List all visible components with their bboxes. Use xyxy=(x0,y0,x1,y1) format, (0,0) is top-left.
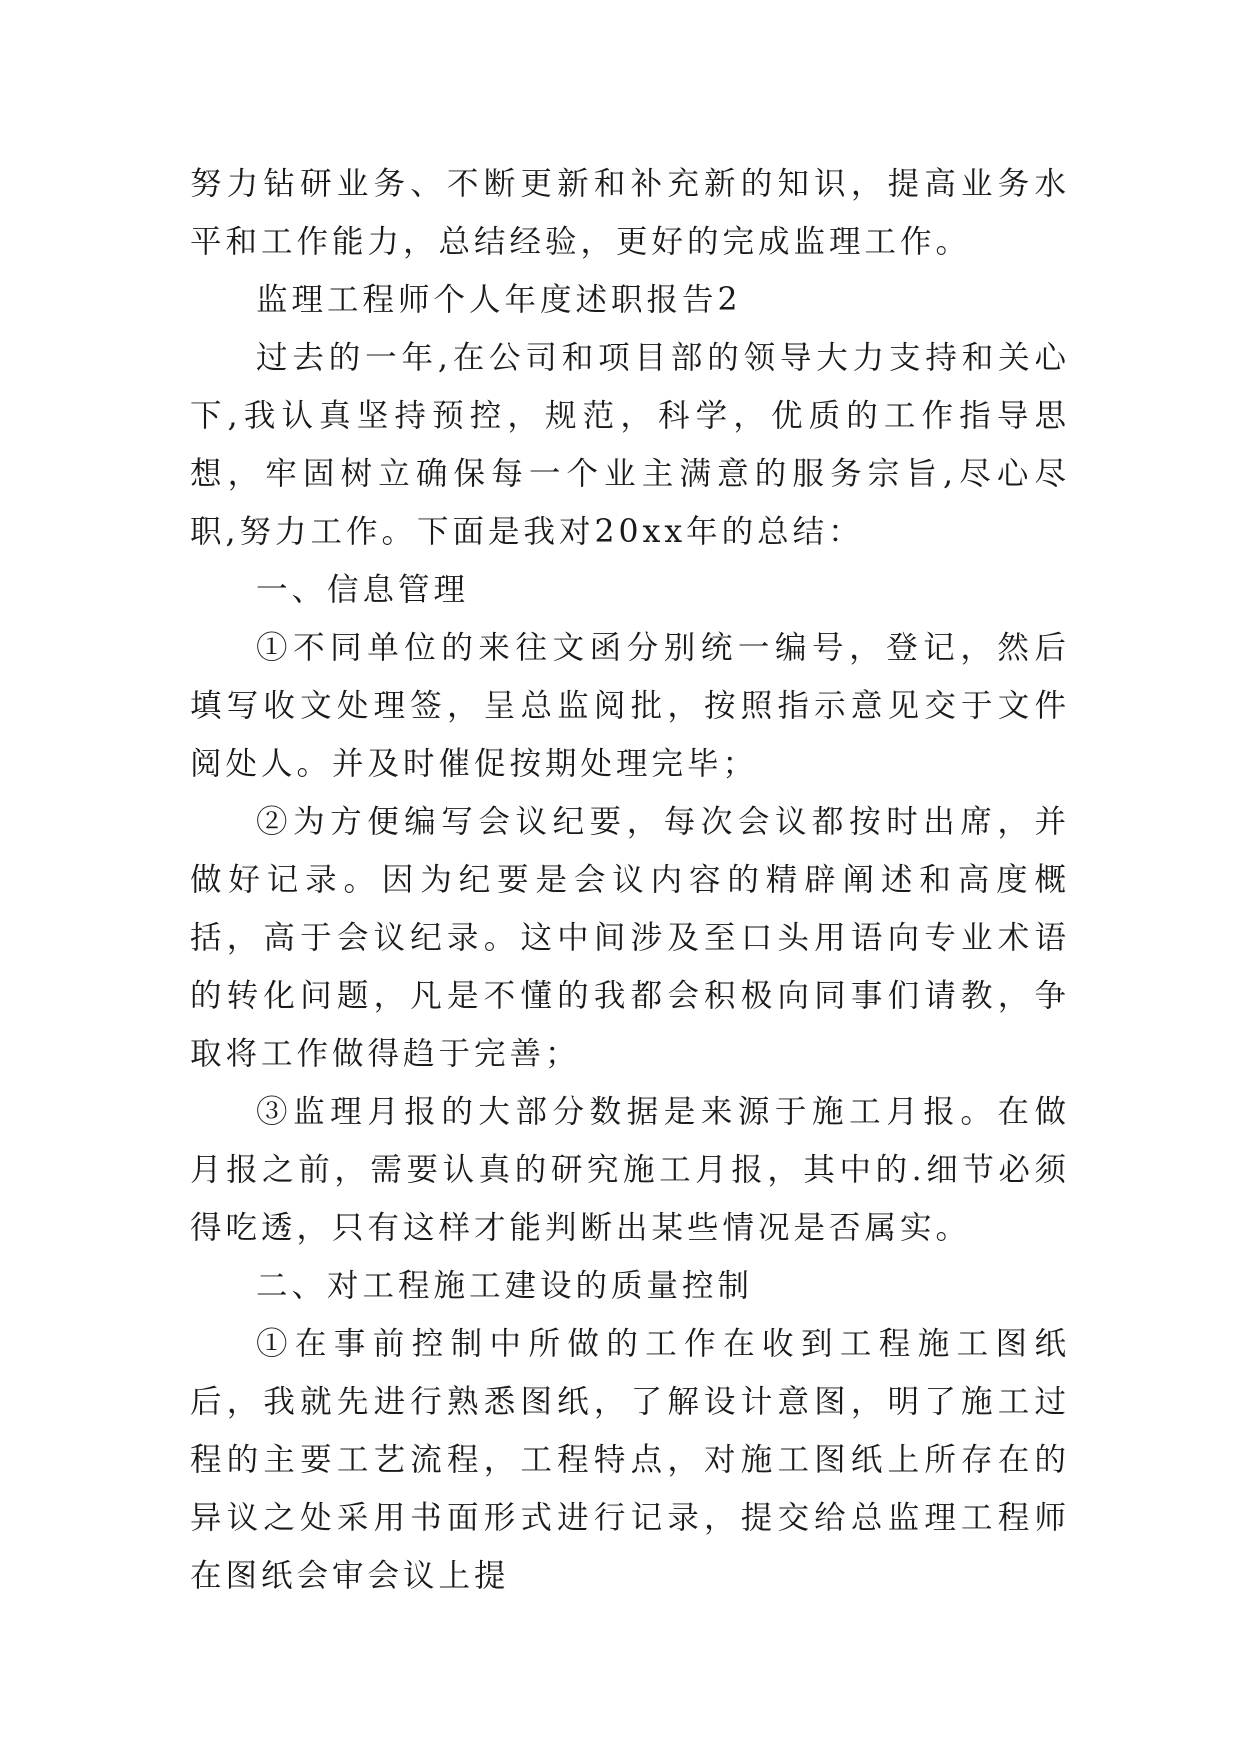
section-heading-information-management: 一、信息管理 xyxy=(256,572,470,608)
list-item-1: ①不同单位的来往文函分别统一编号，登记，然后填写收文处理签，呈总监阅批，按照指示意见交于文件阅处人。并及时催促按期处理完毕； xyxy=(190,630,1070,782)
paragraph-intro: 过去的一年,在公司和项目部的领导大力支持和关心下,我认真坚持预控，规范，科学，优质的工作指导思想，牢固树立确保每一个业主满意的服务宗旨,尽心尽职,努力工作。下面是我对20xx年的总结： xyxy=(190,340,1070,550)
list-item-3: ③监理月报的大部分数据是来源于施工月报。在做月报之前，需要认真的研究施工月报，其中的.细节必须得吃透，只有这样才能判断出某些情况是否属实。 xyxy=(190,1094,1070,1246)
list-item-2: ②为方便编写会议纪要，每次会议都按时出席，并做好记录。因为纪要是会议内容的精辟阐述和高度概括，高于会议纪录。这中间涉及至口头用语向专业术语的转化问题，凡是不懂的我都会积极向同事们请教，争取将工作做得趋于完善； xyxy=(190,804,1070,1072)
report-heading: 监理工程师个人年度述职报告2 xyxy=(256,282,742,318)
paragraph-continuation: 努力钻研业务、不断更新和补充新的知识，提高业务水平和工作能力，总结经验，更好的完成监理工作。 xyxy=(190,166,1070,260)
document-body xyxy=(190,155,1070,1605)
section-heading-quality-control: 二、对工程施工建设的质量控制 xyxy=(256,1268,754,1304)
list-item-quality-1: ①在事前控制中所做的工作在收到工程施工图纸后，我就先进行熟悉图纸，了解设计意图，明了施工过程的主要工艺流程，工程特点，对施工图纸上所存在的异议之处采用书面形式进行记录，提交给总监理工程师在图纸会审会议上提 xyxy=(190,1326,1070,1594)
